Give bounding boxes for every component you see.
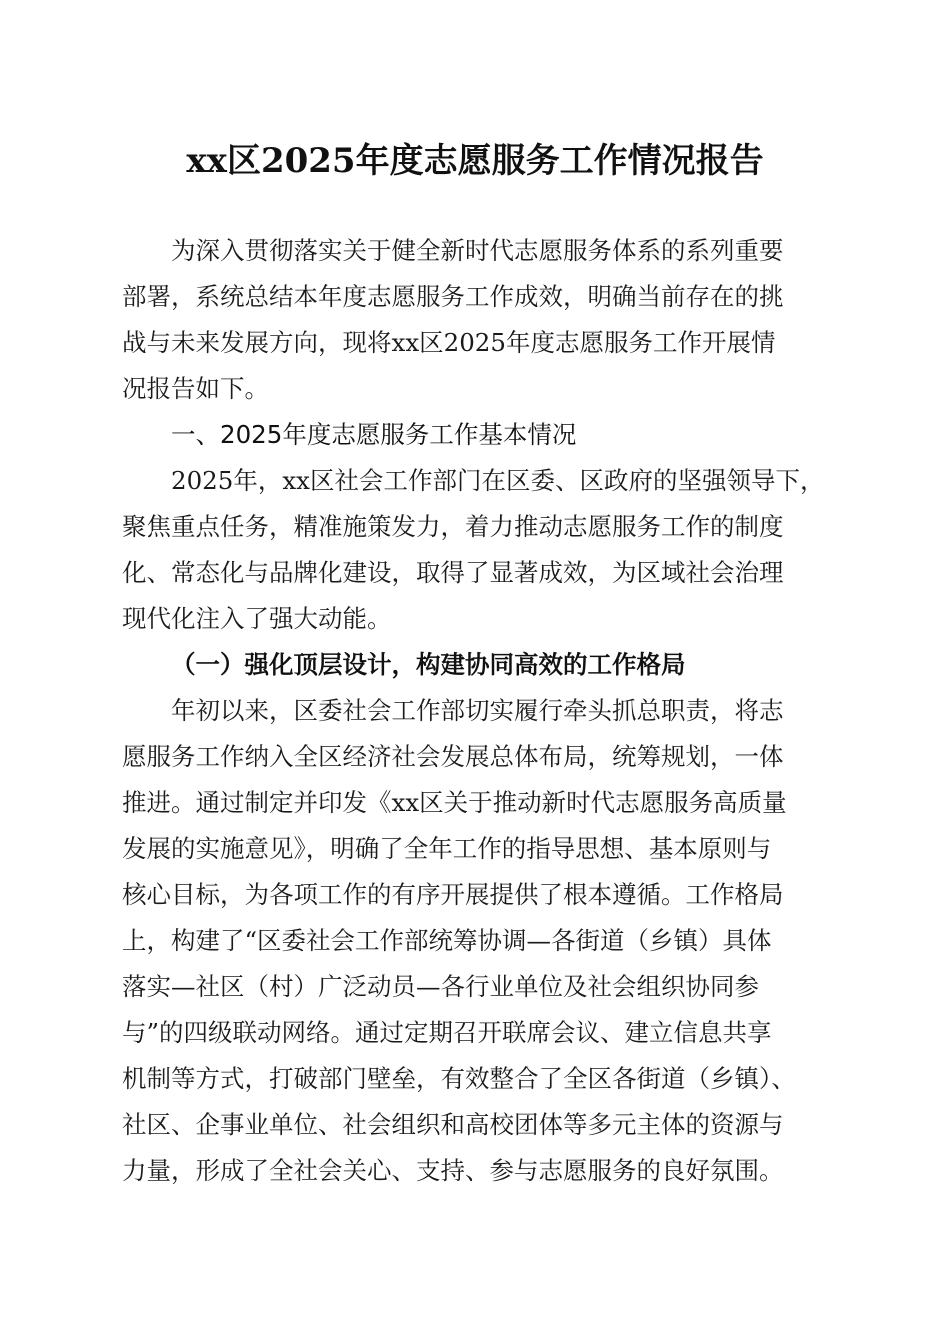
- subsection-paragraph-line: 发展的实施意见》，明确了全年工作的指导思想、基本原则与: [122, 834, 772, 863]
- section-heading-1: 一、2025年度志愿服务工作基本情况: [171, 420, 577, 449]
- section-paragraph-line: 聚焦重点任务，精准施策发力，着力推动志愿服务工作的制度: [122, 512, 784, 541]
- subsection-paragraph-line: 核心目标，为各项工作的有序开展提供了根本遵循。工作格局: [122, 880, 784, 909]
- section-paragraph-line: 2025年，xx区社会工作部门在区委、区政府的坚强领导下，: [171, 466, 825, 495]
- subsection-paragraph-line: 上，构建了“区委社会工作部统筹协调—各街道（乡镇）具体: [122, 926, 772, 955]
- intro-paragraph-line: 部署，系统总结本年度志愿服务工作成效，明确当前存在的挑: [122, 282, 784, 311]
- section-paragraph-line: 化、常态化与品牌化建设，取得了显著成效，为区域社会治理: [122, 558, 784, 587]
- subsection-paragraph-line: 推进。通过制定并印发《xx区关于推动新时代志愿服务高质量: [122, 788, 787, 817]
- subsection-paragraph-line: 落实—社区（村）广泛动员—各行业单位及社会组织协同参: [122, 972, 759, 1001]
- document-title: xx区2025年度志愿服务工作情况报告: [186, 141, 764, 181]
- intro-paragraph-line: 战与未来发展方向，现将xx区2025年度志愿服务工作开展情: [122, 328, 776, 357]
- subsection-paragraph-line: 社区、企事业单位、社会组织和高校团体等多元主体的资源与: [122, 1110, 784, 1139]
- subsection-paragraph-line: 年初以来，区委社会工作部切实履行牵头抓总职责，将志: [171, 696, 784, 725]
- intro-paragraph-line: 况报告如下。: [122, 374, 269, 403]
- intro-paragraph-line: 为深入贯彻落实关于健全新时代志愿服务体系的系列重要: [171, 236, 784, 265]
- subsection-paragraph-line: 机制等方式，打破部门壁垒，有效整合了全区各街道（乡镇）、: [122, 1064, 796, 1093]
- subsection-paragraph-line: 与”的四级联动网络。通过定期召开联席会议、建立信息共享: [122, 1018, 772, 1047]
- section-paragraph-line: 现代化注入了强大动能。: [122, 604, 392, 633]
- subsection-heading-1: （一）强化顶层设计，构建协同高效的工作格局: [171, 650, 686, 679]
- subsection-paragraph-line: 力量，形成了全社会关心、支持、参与志愿服务的良好氛围。: [122, 1156, 784, 1185]
- document-body: [122, 228, 832, 1194]
- subsection-paragraph-line: 愿服务工作纳入全区经济社会发展总体布局，统筹规划，一体: [122, 742, 784, 771]
